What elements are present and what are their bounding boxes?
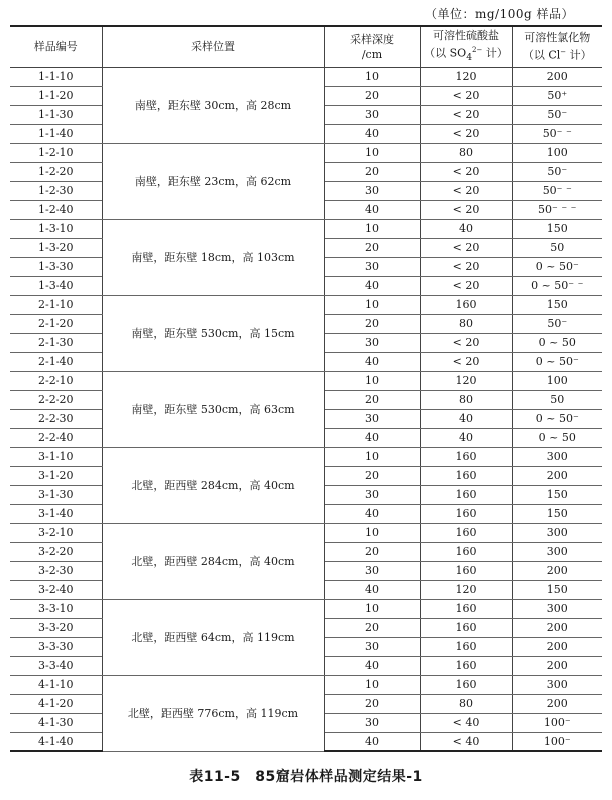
header-chloride: 可溶性氯化物 （以 Cl− 计） (512, 26, 602, 67)
sulfate-cell: < 20 (420, 86, 512, 105)
chloride-cell: 50 (512, 238, 602, 257)
sample-id-cell: 2-2-10 (10, 371, 102, 390)
depth-cell: 10 (324, 447, 420, 466)
depth-cell: 30 (324, 485, 420, 504)
sulfate-cell: < 20 (420, 257, 512, 276)
location-cell: 北壁，距西壁 64cm，高 119cm (102, 599, 324, 675)
depth-cell: 10 (324, 67, 420, 86)
location-cell: 北壁，距西壁 284cm，高 40cm (102, 447, 324, 523)
chloride-cell: 100⁻ (512, 732, 602, 751)
chloride-cell: 150 (512, 295, 602, 314)
sample-id-cell: 1-2-40 (10, 200, 102, 219)
sulfate-cell: 120 (420, 371, 512, 390)
sulfate-cell: < 20 (420, 333, 512, 352)
sample-id-cell: 4-1-40 (10, 732, 102, 751)
sulfate-cell: 160 (420, 561, 512, 580)
depth-cell: 40 (324, 732, 420, 751)
chloride-cell: 150 (512, 485, 602, 504)
chloride-cell: 200 (512, 561, 602, 580)
sample-id-cell: 3-1-10 (10, 447, 102, 466)
depth-cell: 10 (324, 599, 420, 618)
sample-id-cell: 4-1-10 (10, 675, 102, 694)
sulfate-cell: 160 (420, 466, 512, 485)
chloride-cell: 50⁻ ⁻ (512, 124, 602, 143)
sample-id-cell: 1-3-30 (10, 257, 102, 276)
chloride-cell: 300 (512, 542, 602, 561)
location-cell: 南壁，距东壁 530cm，高 15cm (102, 295, 324, 371)
sulfate-cell: 160 (420, 656, 512, 675)
depth-cell: 40 (324, 656, 420, 675)
sample-id-cell: 2-1-10 (10, 295, 102, 314)
table-row (10, 675, 602, 694)
depth-cell: 20 (324, 238, 420, 257)
chloride-cell: 200 (512, 637, 602, 656)
depth-cell: 30 (324, 257, 420, 276)
sulfate-cell: 80 (420, 143, 512, 162)
chloride-cell: 100 (512, 371, 602, 390)
sulfate-cell: 40 (420, 409, 512, 428)
sulfate-cell: < 20 (420, 238, 512, 257)
sample-id-cell: 2-1-20 (10, 314, 102, 333)
sample-id-cell: 2-2-30 (10, 409, 102, 428)
sample-id-cell: 3-2-20 (10, 542, 102, 561)
sample-id-cell: 1-1-30 (10, 105, 102, 124)
sulfate-cell: < 40 (420, 713, 512, 732)
location-cell: 南壁，距东壁 18cm，高 103cm (102, 219, 324, 295)
depth-cell: 40 (324, 200, 420, 219)
depth-cell: 30 (324, 409, 420, 428)
depth-cell: 30 (324, 713, 420, 732)
sulfate-cell: 160 (420, 295, 512, 314)
sample-id-cell: 3-1-20 (10, 466, 102, 485)
sulfate-cell: 80 (420, 694, 512, 713)
table-row (10, 599, 602, 618)
depth-cell: 30 (324, 105, 420, 124)
sample-id-cell: 3-3-10 (10, 599, 102, 618)
header-location: 采样位置 (102, 26, 324, 67)
sulfate-cell: < 20 (420, 181, 512, 200)
sample-id-cell: 1-2-10 (10, 143, 102, 162)
depth-cell: 20 (324, 162, 420, 181)
sample-id-cell: 3-3-20 (10, 618, 102, 637)
table-row (10, 67, 602, 86)
depth-cell: 20 (324, 86, 420, 105)
depth-cell: 30 (324, 333, 420, 352)
sulfate-cell: 120 (420, 580, 512, 599)
sulfate-cell: 40 (420, 219, 512, 238)
depth-cell: 10 (324, 219, 420, 238)
sample-id-cell: 3-1-40 (10, 504, 102, 523)
sulfate-cell: 160 (420, 542, 512, 561)
sample-id-cell: 1-2-30 (10, 181, 102, 200)
chloride-cell: 50⁻ ⁻ (512, 181, 602, 200)
depth-cell: 10 (324, 143, 420, 162)
sample-id-cell: 4-1-20 (10, 694, 102, 713)
table-row (10, 219, 602, 238)
depth-cell: 20 (324, 390, 420, 409)
sample-id-cell: 1-1-10 (10, 67, 102, 86)
depth-cell: 40 (324, 352, 420, 371)
chloride-cell: 200 (512, 694, 602, 713)
sample-id-cell: 2-1-40 (10, 352, 102, 371)
depth-cell: 20 (324, 618, 420, 637)
sample-id-cell: 3-2-10 (10, 523, 102, 542)
sample-id-cell: 3-1-30 (10, 485, 102, 504)
sulfate-cell: < 20 (420, 200, 512, 219)
chloride-cell: 100 (512, 143, 602, 162)
sulfate-cell: 160 (420, 637, 512, 656)
chloride-cell: 0 ~ 50 (512, 333, 602, 352)
sulfate-cell: 160 (420, 618, 512, 637)
depth-cell: 20 (324, 542, 420, 561)
chloride-cell: 300 (512, 523, 602, 542)
header-sulfate: 可溶性硫酸盐 （以 $SO_4^{2-}$ 计） (420, 26, 512, 67)
depth-cell: 30 (324, 637, 420, 656)
location-cell: 北壁，距西壁 776cm，高 119cm (102, 675, 324, 751)
chloride-cell: 50 (512, 390, 602, 409)
location-cell: 北壁，距西壁 284cm，高 40cm (102, 523, 324, 599)
table-row (10, 295, 602, 314)
sulfate-cell: < 20 (420, 105, 512, 124)
sample-id-cell: 2-1-30 (10, 333, 102, 352)
sample-id-cell: 3-3-40 (10, 656, 102, 675)
sulfate-cell: < 20 (420, 352, 512, 371)
chloride-cell: 300 (512, 447, 602, 466)
sulfate-cell: < 20 (420, 276, 512, 295)
chloride-cell: 200 (512, 656, 602, 675)
sulfate-cell: 160 (420, 599, 512, 618)
location-cell: 南壁，距东壁 30cm，高 28cm (102, 67, 324, 143)
table-row (10, 371, 602, 390)
chloride-cell: 300 (512, 675, 602, 694)
sample-id-cell: 1-1-40 (10, 124, 102, 143)
depth-cell: 10 (324, 295, 420, 314)
depth-cell: 30 (324, 561, 420, 580)
sample-id-cell: 1-3-10 (10, 219, 102, 238)
depth-cell: 20 (324, 314, 420, 333)
chloride-cell: 0 ~ 50⁻ (512, 352, 602, 371)
header-sample-id: 样品编号 (10, 26, 102, 67)
chloride-cell: 100⁻ (512, 713, 602, 732)
chloride-cell: 150 (512, 580, 602, 599)
sulfate-cell: 120 (420, 67, 512, 86)
sample-id-cell: 2-2-20 (10, 390, 102, 409)
chloride-cell: 0 ~ 50 (512, 428, 602, 447)
chloride-cell: 150 (512, 504, 602, 523)
chloride-cell: 150 (512, 219, 602, 238)
sample-id-cell: 1-2-20 (10, 162, 102, 181)
sample-id-cell: 3-3-30 (10, 637, 102, 656)
sample-id-cell: 1-3-40 (10, 276, 102, 295)
table-header-row (10, 26, 602, 67)
depth-cell: 10 (324, 523, 420, 542)
depth-cell: 40 (324, 428, 420, 447)
chloride-cell: 300 (512, 599, 602, 618)
sulfate-cell: 80 (420, 390, 512, 409)
chloride-cell: 0 ~ 50⁻ ⁻ (512, 276, 602, 295)
location-cell: 南壁，距东壁 23cm，高 62cm (102, 143, 324, 219)
depth-cell: 20 (324, 694, 420, 713)
sample-id-cell: 3-2-30 (10, 561, 102, 580)
sulfate-cell: 160 (420, 485, 512, 504)
sample-id-cell: 3-2-40 (10, 580, 102, 599)
table-caption: 表11-5 85窟岩体样品测定结果-1 (189, 769, 423, 785)
chloride-cell: 200 (512, 466, 602, 485)
chloride-cell: 50⁻ (512, 162, 602, 181)
chloride-cell: 50⁻ (512, 105, 602, 124)
depth-cell: 30 (324, 181, 420, 200)
chloride-cell: 50⁻ (512, 314, 602, 333)
depth-cell: 40 (324, 504, 420, 523)
sulfate-cell: < 20 (420, 124, 512, 143)
sulfate-cell: < 20 (420, 162, 512, 181)
sample-id-cell: 1-1-20 (10, 86, 102, 105)
depth-cell: 10 (324, 675, 420, 694)
sulfate-cell: 40 (420, 428, 512, 447)
chloride-cell: 200 (512, 618, 602, 637)
sulfate-cell: 160 (420, 523, 512, 542)
sample-id-cell: 4-1-30 (10, 713, 102, 732)
sulfate-cell: 160 (420, 447, 512, 466)
unit-note: （单位：mg/100g 样品） (424, 7, 574, 21)
location-cell: 南壁，距东壁 530cm，高 63cm (102, 371, 324, 447)
depth-cell: 10 (324, 371, 420, 390)
depth-cell: 40 (324, 580, 420, 599)
chloride-cell: 50⁻ ⁻ ⁻ (512, 200, 602, 219)
sulfate-cell: 80 (420, 314, 512, 333)
depth-cell: 20 (324, 466, 420, 485)
table-row (10, 447, 602, 466)
table-row (10, 143, 602, 162)
table-body (10, 67, 602, 751)
depth-cell: 40 (324, 276, 420, 295)
sulfate-cell: 160 (420, 675, 512, 694)
table-row (10, 523, 602, 542)
header-depth: 采样深度 /cm (324, 26, 420, 67)
depth-cell: 40 (324, 124, 420, 143)
sample-results-table (10, 25, 602, 752)
sample-id-cell: 2-2-40 (10, 428, 102, 447)
chloride-cell: 200 (512, 67, 602, 86)
chloride-cell: 0 ~ 50⁻ (512, 409, 602, 428)
sample-id-cell: 1-3-20 (10, 238, 102, 257)
chloride-cell: 0 ~ 50⁻ (512, 257, 602, 276)
sulfate-cell: < 40 (420, 732, 512, 751)
chloride-cell: 50⁺ (512, 86, 602, 105)
sulfate-cell: 160 (420, 504, 512, 523)
